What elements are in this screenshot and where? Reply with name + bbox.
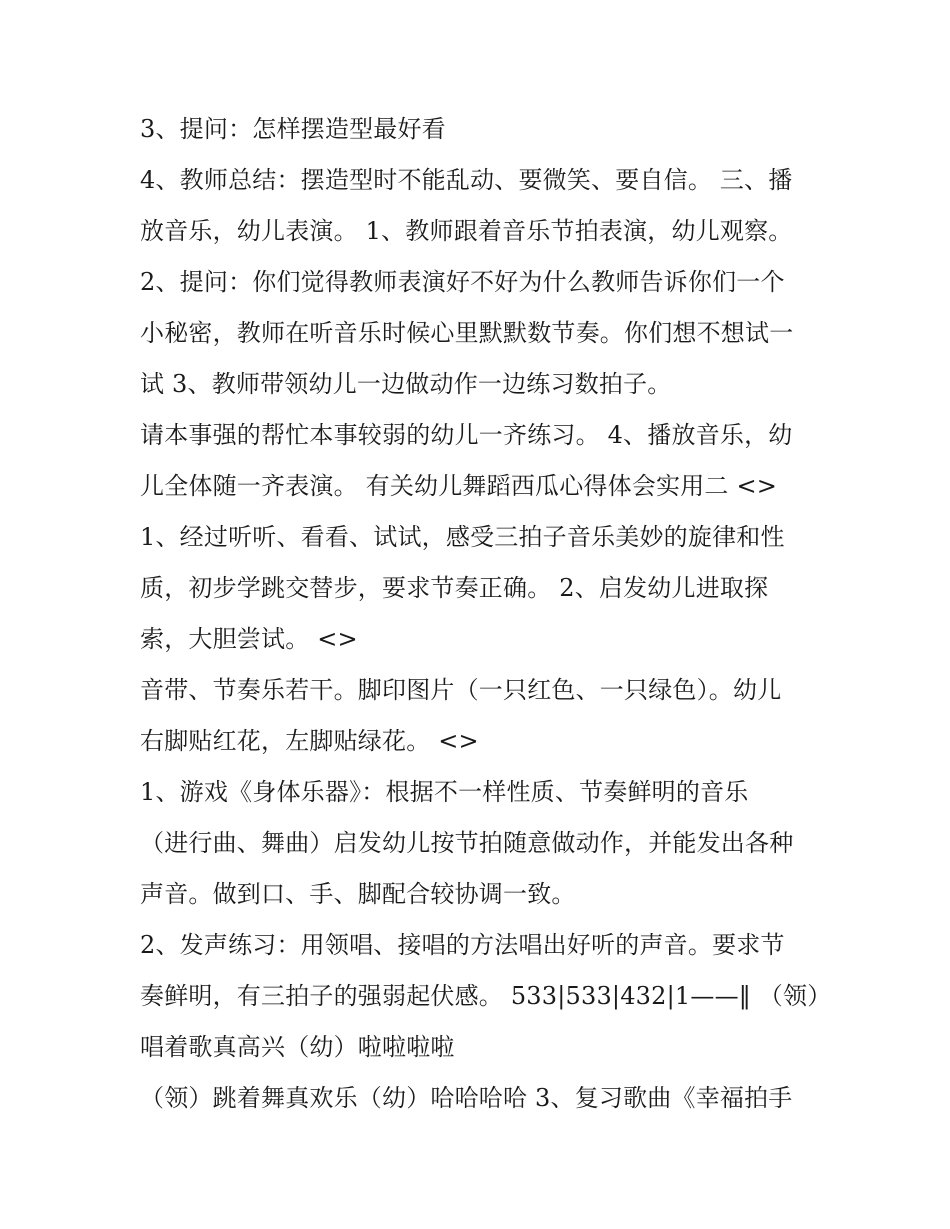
text-line: 索，大胆尝试。 <>	[140, 625, 358, 653]
text-line: 2、提问：你们觉得教师表演好不好为什么教师告诉你们一个	[140, 268, 785, 296]
text-line: （领）跳着舞真欢乐（幼）哈哈哈哈 3、复习歌曲《幸福拍手	[140, 1084, 793, 1112]
text-line: 质，初步学跳交替步，要求节奏正确。 2、启发幼儿进取探	[140, 574, 769, 602]
text-line: 儿全体随一齐表演。 有关幼儿舞蹈西瓜心得体会实用二 <>	[140, 472, 778, 500]
text-line: 请本事强的帮忙本事较弱的幼儿一齐练习。 4、播放音乐，幼	[140, 421, 793, 449]
text-line: 奏鲜明，有三拍子的强弱起伏感。 533|533|432|1——‖ （领）	[140, 982, 832, 1010]
text-line: 试 3、教师带领幼儿一边做动作一边练习数拍子。	[140, 370, 672, 398]
document-body	[140, 104, 832, 1124]
text-line: 音带、节奏乐若干。脚印图片（一只红色、一只绿色）。幼儿	[140, 676, 782, 704]
text-line: 唱着歌真高兴（幼）啦啦啦啦	[140, 1033, 455, 1061]
text-line: 右脚贴红花，左脚贴绿花。 <>	[140, 727, 479, 755]
text-line: 3、提问：怎样摆造型最好看	[140, 115, 446, 143]
text-line: （进行曲、舞曲）启发幼儿按节拍随意做动作，并能发出各种	[140, 829, 794, 857]
text-line: 2、发声练习：用领唱、接唱的方法唱出好听的声音。要求节	[140, 931, 785, 959]
text-line: 1、经过听听、看看、试试，感受三拍子音乐美妙的旋律和性	[140, 523, 785, 551]
text-line: 小秘密，教师在听音乐时候心里默默数节奏。你们想不想试一	[140, 319, 794, 347]
text-line: 声音。做到口、手、脚配合较协调一致。	[140, 880, 576, 908]
text-line: 放音乐，幼儿表演。 1、教师跟着音乐节拍表演，幼儿观察。	[140, 217, 793, 245]
text-line: 4、教师总结：摆造型时不能乱动、要微笑、要自信。 三、播	[140, 166, 793, 194]
text-line: 1、游戏《身体乐器》：根据不一样性质、节奏鲜明的音乐	[140, 778, 749, 806]
